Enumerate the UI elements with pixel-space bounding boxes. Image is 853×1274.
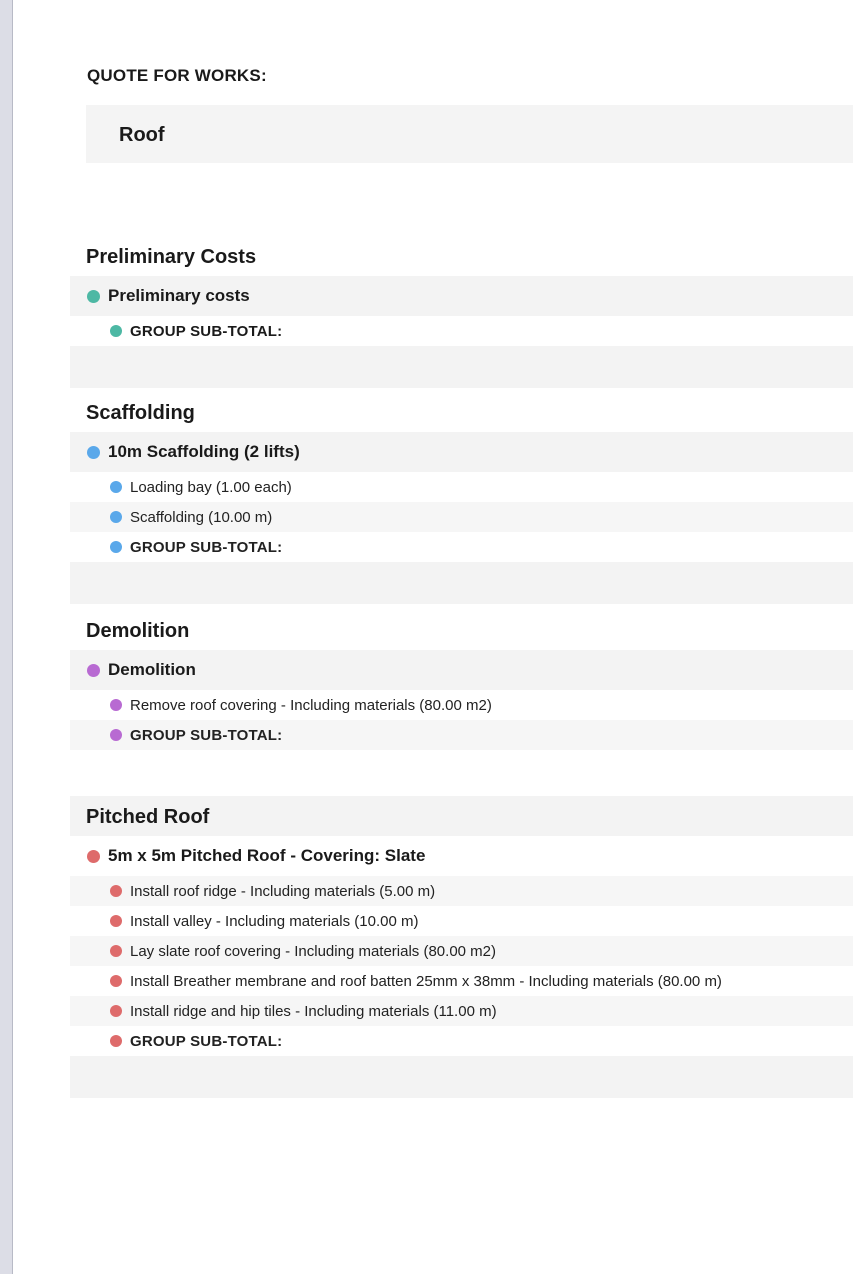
group-subtotal-row — [70, 720, 853, 750]
line-item-label: 5m x 5m Pitched Roof - Covering: Slate — [108, 846, 426, 865]
bullet-dot-icon — [110, 1035, 122, 1047]
bullet-dot-icon — [87, 446, 100, 459]
sub-item-label: Install roof ridge - Including materials (5.00 m) — [130, 882, 436, 900]
line-item-label: Preliminary costs — [108, 286, 250, 305]
sub-item — [70, 936, 853, 966]
bullet-dot-icon — [110, 511, 122, 523]
line-item — [70, 276, 853, 316]
bullet-dot-icon — [110, 541, 122, 553]
bullet-dot-icon — [87, 290, 100, 303]
sub-item — [70, 876, 853, 906]
group-scaffolding — [70, 392, 853, 604]
group-subtotal-label: GROUP SUB-TOTAL: — [130, 1032, 283, 1050]
quote-document — [12, 0, 853, 1274]
bullet-dot-icon — [110, 885, 122, 897]
line-item-label: 10m Scaffolding (2 lifts) — [108, 442, 300, 461]
group-footer-band — [70, 1056, 853, 1098]
quote-title: Roof — [119, 124, 165, 146]
sub-item — [70, 472, 853, 502]
line-item-label: Demolition — [108, 660, 196, 679]
group-subtotal-label: GROUP SUB-TOTAL: — [130, 538, 283, 556]
sub-item — [70, 502, 853, 532]
bullet-dot-icon — [110, 481, 122, 493]
quote-title-box — [86, 105, 853, 163]
group-subtotal-label: GROUP SUB-TOTAL: — [130, 726, 283, 744]
group-header — [70, 392, 853, 432]
line-item — [70, 650, 853, 690]
sub-item — [70, 966, 853, 996]
group-footer-band — [70, 562, 853, 604]
group-title: Preliminary Costs — [86, 246, 257, 268]
sub-item — [70, 906, 853, 936]
sub-item-label: Scaffolding (10.00 m) — [130, 508, 273, 526]
bullet-dot-icon — [87, 664, 100, 677]
sub-item-label: Install Breather membrane and roof batten 25mm x 38mm - Including materials (80.00 m) — [130, 972, 722, 990]
line-item — [70, 432, 853, 472]
quote-heading: QUOTE FOR WORKS: — [87, 66, 267, 85]
bullet-dot-icon — [87, 850, 100, 863]
group-demolition — [70, 610, 853, 750]
group-subtotal-label: GROUP SUB-TOTAL: — [130, 322, 283, 340]
group-header — [70, 236, 853, 276]
bullet-dot-icon — [110, 699, 122, 711]
group-header — [70, 610, 853, 650]
group-preliminary-costs — [70, 236, 853, 388]
group-title: Pitched Roof — [86, 806, 210, 828]
bullet-dot-icon — [110, 975, 122, 987]
sub-item-label: Loading bay (1.00 each) — [130, 478, 292, 496]
group-title: Scaffolding — [86, 402, 195, 424]
group-header — [70, 796, 853, 836]
group-pitched-roof — [70, 796, 853, 1098]
bullet-dot-icon — [110, 325, 122, 337]
bullet-dot-icon — [110, 915, 122, 927]
sub-item-label: Lay slate roof covering - Including materials (80.00 m2) — [130, 942, 497, 960]
sub-item-label: Remove roof covering - Including materials (80.00 m2) — [130, 696, 492, 714]
group-title: Demolition — [86, 620, 190, 642]
group-footer-band — [70, 346, 853, 388]
bullet-dot-icon — [110, 1005, 122, 1017]
group-subtotal-row — [70, 1026, 853, 1056]
bullet-dot-icon — [110, 729, 122, 741]
sub-item — [70, 690, 853, 720]
line-item — [70, 836, 853, 876]
sub-item-label: Install valley - Including materials (10.00 m) — [130, 912, 419, 930]
bullet-dot-icon — [110, 945, 122, 957]
sub-item-label: Install ridge and hip tiles - Including materials (11.00 m) — [130, 1002, 497, 1020]
sub-item — [70, 996, 853, 1026]
group-subtotal-row — [70, 316, 853, 346]
group-subtotal-row — [70, 532, 853, 562]
